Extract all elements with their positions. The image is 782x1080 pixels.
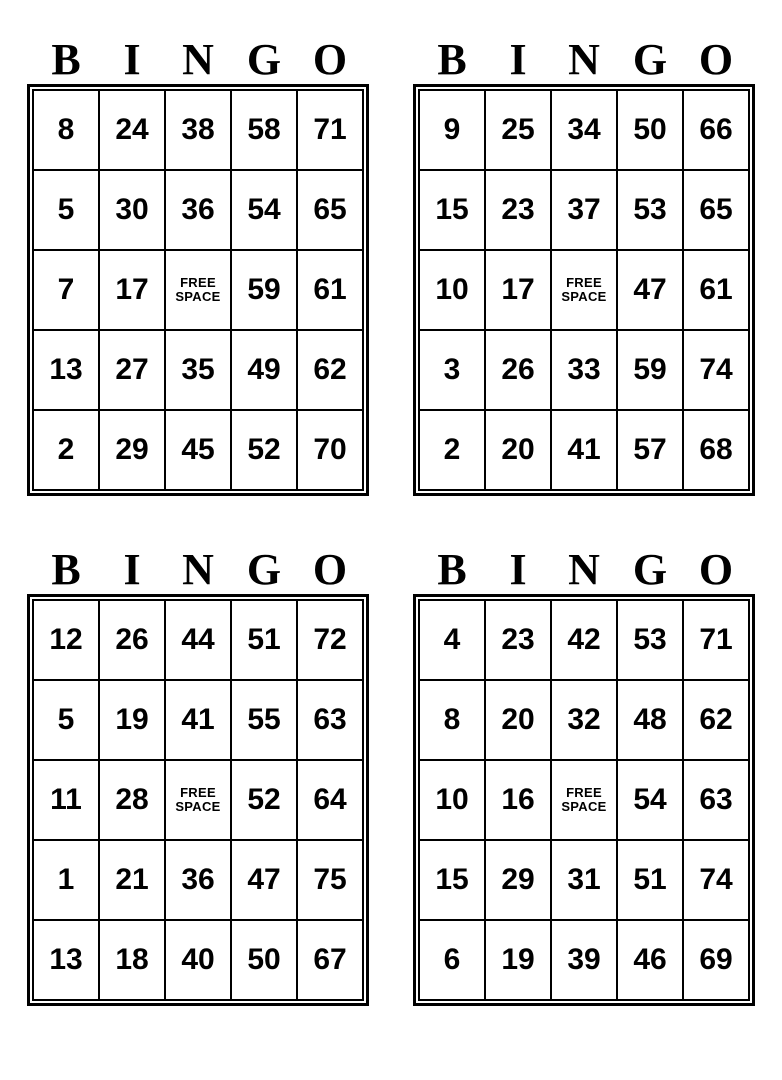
bingo-cell[interactable]: 15 <box>419 170 485 250</box>
bingo-cell[interactable]: 49 <box>231 330 297 410</box>
bingo-cell[interactable]: 13 <box>33 330 99 410</box>
bingo-cell[interactable]: 63 <box>297 680 363 760</box>
header-letter-i: I <box>509 35 527 84</box>
bingo-cell[interactable]: 59 <box>231 250 297 330</box>
bingo-cell[interactable]: 62 <box>297 330 363 410</box>
bingo-cell[interactable]: 71 <box>297 90 363 170</box>
header-letter-n: N <box>568 545 600 594</box>
free-label-line1: FREE <box>180 785 216 800</box>
bingo-cell[interactable]: 8 <box>33 90 99 170</box>
bingo-header-4 <box>419 538 749 592</box>
bingo-cell[interactable]: 21 <box>99 840 165 920</box>
header-letter-i: I <box>123 35 141 84</box>
bingo-cell[interactable]: 13 <box>33 920 99 1000</box>
table-row <box>419 840 749 920</box>
bingo-cell[interactable]: 28 <box>99 760 165 840</box>
table-row <box>419 250 749 330</box>
bingo-cell[interactable]: 23 <box>485 600 551 680</box>
bingo-cell[interactable]: 33 <box>551 330 617 410</box>
bingo-cell[interactable]: 68 <box>683 410 749 490</box>
bingo-cell[interactable]: 38 <box>165 90 231 170</box>
bingo-card-2 <box>408 28 760 496</box>
bingo-grid-1 <box>32 89 364 491</box>
free-label-line2: SPACE <box>175 289 221 304</box>
bingo-cell[interactable]: 66 <box>683 90 749 170</box>
bingo-cell[interactable]: 10 <box>419 250 485 330</box>
bingo-cell[interactable]: 2 <box>33 410 99 490</box>
table-row <box>419 170 749 250</box>
bingo-cell[interactable]: 19 <box>485 920 551 1000</box>
bingo-cell[interactable]: 29 <box>485 840 551 920</box>
bingo-cell[interactable]: 65 <box>297 170 363 250</box>
bingo-cell[interactable]: 74 <box>683 840 749 920</box>
bingo-cell[interactable]: 29 <box>99 410 165 490</box>
bingo-cell[interactable]: 20 <box>485 680 551 760</box>
bingo-card-3 <box>22 538 374 1006</box>
bingo-cell[interactable]: 48 <box>617 680 683 760</box>
bingo-grid-2 <box>418 89 750 491</box>
header-letter-i: I <box>123 545 141 594</box>
bingo-cell[interactable]: 53 <box>617 600 683 680</box>
bingo-cell[interactable]: 3 <box>419 330 485 410</box>
bingo-cell[interactable]: 9 <box>419 90 485 170</box>
bingo-cell[interactable]: 64 <box>297 760 363 840</box>
table-row <box>33 600 363 680</box>
bingo-cell[interactable]: 37 <box>551 170 617 250</box>
bingo-cell[interactable]: 25 <box>485 90 551 170</box>
bingo-cell[interactable]: 51 <box>617 840 683 920</box>
bingo-cell[interactable]: 8 <box>419 680 485 760</box>
bingo-grid-border-4 <box>413 594 755 1006</box>
bingo-cell[interactable]: 36 <box>165 840 231 920</box>
bingo-cell[interactable]: 17 <box>99 250 165 330</box>
bingo-card-1 <box>22 28 374 496</box>
header-letter-o: O <box>698 35 734 84</box>
bingo-cell[interactable]: 18 <box>99 920 165 1000</box>
header-letter-g: G <box>632 35 668 84</box>
table-row <box>33 680 363 760</box>
bingo-cell[interactable]: 54 <box>617 760 683 840</box>
table-row <box>33 840 363 920</box>
bingo-grid-3 <box>32 599 364 1001</box>
header-letter-i: I <box>509 545 527 594</box>
bingo-cell[interactable]: 4 <box>419 600 485 680</box>
table-row <box>419 90 749 170</box>
bingo-header-2 <box>419 28 749 82</box>
table-row <box>33 90 363 170</box>
free-label-line2: SPACE <box>561 799 607 814</box>
table-row <box>419 760 749 840</box>
bingo-cell[interactable]: 52 <box>231 760 297 840</box>
bingo-cell[interactable]: 62 <box>683 680 749 760</box>
bingo-cell[interactable]: 19 <box>99 680 165 760</box>
bingo-card-row-top <box>22 28 760 496</box>
bingo-cell[interactable]: 40 <box>165 920 231 1000</box>
free-label-line2: SPACE <box>561 289 607 304</box>
bingo-header-1 <box>33 28 363 82</box>
bingo-cell[interactable]: 65 <box>683 170 749 250</box>
bingo-free-space <box>551 250 617 330</box>
header-letter-n: N <box>568 35 600 84</box>
header-letter-g: G <box>246 35 282 84</box>
bingo-cell[interactable]: 23 <box>485 170 551 250</box>
bingo-cell[interactable]: 47 <box>231 840 297 920</box>
bingo-cell[interactable]: 41 <box>551 410 617 490</box>
free-label-line1: FREE <box>566 785 602 800</box>
bingo-card-row-bottom <box>22 538 760 1006</box>
bingo-cell[interactable]: 47 <box>617 250 683 330</box>
bingo-cell[interactable]: 54 <box>231 170 297 250</box>
header-letter-g: G <box>246 545 282 594</box>
bingo-cell[interactable]: 75 <box>297 840 363 920</box>
bingo-cell[interactable]: 46 <box>617 920 683 1000</box>
bingo-card-4 <box>408 538 760 1006</box>
bingo-cell[interactable]: 17 <box>485 250 551 330</box>
bingo-cell[interactable]: 26 <box>99 600 165 680</box>
table-row <box>419 920 749 1000</box>
table-row <box>419 330 749 410</box>
bingo-cell[interactable]: 74 <box>683 330 749 410</box>
bingo-cell[interactable]: 42 <box>551 600 617 680</box>
bingo-cell[interactable]: 2 <box>419 410 485 490</box>
bingo-cell[interactable]: 26 <box>485 330 551 410</box>
bingo-cell[interactable]: 16 <box>485 760 551 840</box>
bingo-cell[interactable]: 59 <box>617 330 683 410</box>
header-letter-b: B <box>437 545 467 594</box>
bingo-free-space <box>551 760 617 840</box>
bingo-cell[interactable]: 35 <box>165 330 231 410</box>
bingo-grid-border-1 <box>27 84 369 496</box>
bingo-grid-4 <box>418 599 750 1001</box>
table-row <box>419 600 749 680</box>
bingo-cell[interactable]: 5 <box>33 170 99 250</box>
bingo-cell[interactable]: 44 <box>165 600 231 680</box>
bingo-cell[interactable]: 10 <box>419 760 485 840</box>
header-letter-o: O <box>312 545 348 594</box>
bingo-cell[interactable]: 61 <box>683 250 749 330</box>
bingo-cell[interactable]: 11 <box>33 760 99 840</box>
free-label-line2: SPACE <box>175 799 221 814</box>
bingo-cell[interactable]: 36 <box>165 170 231 250</box>
bingo-cell[interactable]: 30 <box>99 170 165 250</box>
bingo-cell[interactable]: 39 <box>551 920 617 1000</box>
bingo-cell[interactable]: 32 <box>551 680 617 760</box>
bingo-grid-border-3 <box>27 594 369 1006</box>
bingo-cell[interactable]: 51 <box>231 600 297 680</box>
bingo-cell[interactable]: 71 <box>683 600 749 680</box>
bingo-cell[interactable]: 50 <box>231 920 297 1000</box>
bingo-cell[interactable]: 41 <box>165 680 231 760</box>
bingo-cell[interactable]: 52 <box>231 410 297 490</box>
bingo-cell[interactable]: 72 <box>297 600 363 680</box>
bingo-cell[interactable]: 63 <box>683 760 749 840</box>
table-row <box>33 250 363 330</box>
table-row <box>33 920 363 1000</box>
bingo-cell[interactable]: 53 <box>617 170 683 250</box>
header-letter-b: B <box>437 35 467 84</box>
bingo-cell[interactable]: 69 <box>683 920 749 1000</box>
header-letter-g: G <box>632 545 668 594</box>
bingo-cell[interactable]: 55 <box>231 680 297 760</box>
bingo-cell[interactable]: 34 <box>551 90 617 170</box>
header-letter-n: N <box>182 35 214 84</box>
table-row <box>33 170 363 250</box>
bingo-cell[interactable]: 24 <box>99 90 165 170</box>
bingo-cell[interactable]: 15 <box>419 840 485 920</box>
bingo-cell[interactable]: 50 <box>617 90 683 170</box>
bingo-free-space <box>165 760 231 840</box>
header-letter-b: B <box>51 35 81 84</box>
bingo-cell[interactable]: 57 <box>617 410 683 490</box>
bingo-cell[interactable]: 20 <box>485 410 551 490</box>
header-letter-n: N <box>182 545 214 594</box>
header-letter-o: O <box>312 35 348 84</box>
bingo-grid-border-2 <box>413 84 755 496</box>
bingo-cell[interactable]: 1 <box>33 840 99 920</box>
table-row <box>33 410 363 490</box>
bingo-cell[interactable]: 12 <box>33 600 99 680</box>
bingo-cell[interactable]: 45 <box>165 410 231 490</box>
free-label-line1: FREE <box>566 275 602 290</box>
table-row <box>33 760 363 840</box>
table-row <box>419 410 749 490</box>
bingo-free-space <box>165 250 231 330</box>
bingo-cell[interactable]: 31 <box>551 840 617 920</box>
bingo-cell[interactable]: 27 <box>99 330 165 410</box>
table-row <box>33 330 363 410</box>
header-letter-b: B <box>51 545 81 594</box>
bingo-cell[interactable]: 6 <box>419 920 485 1000</box>
bingo-cell[interactable]: 5 <box>33 680 99 760</box>
bingo-cell[interactable]: 58 <box>231 90 297 170</box>
table-row <box>419 680 749 760</box>
bingo-cell[interactable]: 67 <box>297 920 363 1000</box>
bingo-cell[interactable]: 70 <box>297 410 363 490</box>
bingo-cell[interactable]: 7 <box>33 250 99 330</box>
free-label-line1: FREE <box>180 275 216 290</box>
bingo-cell[interactable]: 61 <box>297 250 363 330</box>
bingo-header-3 <box>33 538 363 592</box>
header-letter-o: O <box>698 545 734 594</box>
